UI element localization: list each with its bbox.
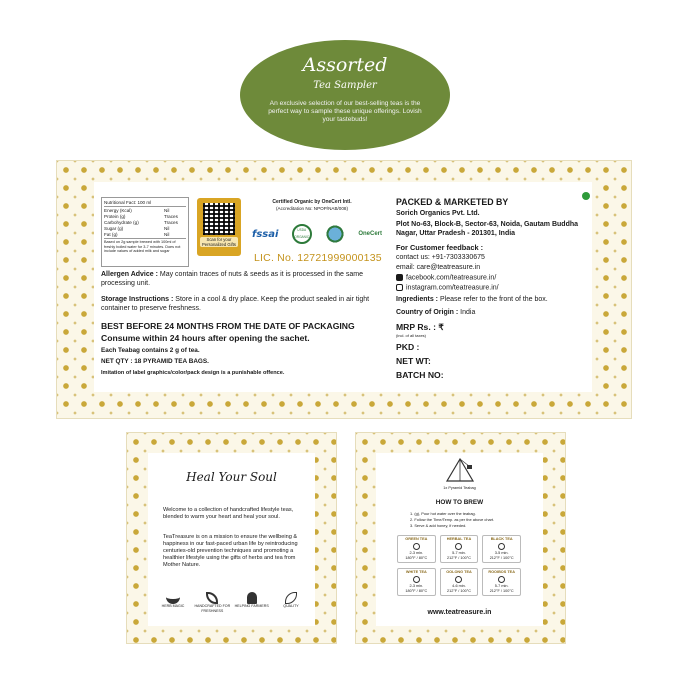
country-of-origin: [396, 309, 475, 316]
helping-farmers-feature: [233, 592, 271, 613]
tea-cell: [397, 568, 436, 596]
tea-temp: 212°F / 100°C: [489, 589, 514, 593]
badge-subtitle: Tea Sampler: [313, 80, 377, 91]
nutrition-value: Nil: [164, 232, 170, 237]
feedback-title: For Customer feedback :: [396, 243, 484, 252]
heal-intro: Welcome to a collection of handcrafted lifestyle teas, blended to warm your heart and heal your soul.: [163, 507, 294, 520]
qr-box[interactable]: [197, 198, 241, 256]
instagram-url: instagram.com/teatreasure.in/: [406, 284, 499, 292]
heal-mission: TeaTreasure is on a mission to ensure the wellbeing & happiness in our fast-paced urban life by reintroducing centuries-old prevention techniques and promoting a healthier lifestyle using the gifts of herbs and tea from Mother Nature.: [163, 534, 298, 568]
website-link[interactable]: www.teatreasure.in: [427, 609, 492, 616]
tea-time: 4-6 min.: [452, 584, 466, 588]
tea-cell: [482, 568, 521, 596]
farmer-icon: [247, 592, 257, 604]
veg-mark-icon: [582, 192, 590, 200]
allergen-label: Allergen Advice :: [101, 271, 158, 278]
nutrition-name: Fat (g): [104, 232, 118, 237]
contact-email[interactable]: email: care@teatreasure.in: [396, 264, 481, 271]
onecert-logo-icon: OneCert: [358, 231, 382, 237]
clock-icon: [413, 543, 420, 550]
allergen-advice: [101, 270, 383, 288]
instagram-icon: [396, 284, 403, 291]
india-organic-icon: [325, 224, 345, 244]
teabag-caption: 1x Pyramid Teabag: [443, 486, 476, 490]
tea-temp: 180°F / 80°C: [405, 589, 428, 593]
origin-text: India: [460, 309, 476, 316]
quality-feature: [272, 592, 310, 613]
allergen-text: May contain traces of nuts & seeds as it is processed in the same processing unit.: [101, 271, 363, 287]
storage-instructions: [101, 295, 383, 313]
packed-title: PACKED & MARKETED BY: [396, 197, 509, 207]
facebook-url: facebook.com/teatreasure.in/: [406, 274, 497, 282]
tea-time: 5-7 min.: [494, 584, 509, 588]
best-before: BEST BEFORE 24 MONTHS FROM THE DATE OF PACKAGING: [101, 321, 355, 331]
feature-label: HELPING FARMERS: [234, 604, 269, 608]
nutrition-name: Carbohydrate (g): [104, 220, 139, 225]
storage-text: Store in a cool & dry place. Keep the product sealed in air tight container to preserve freshness.: [101, 296, 370, 312]
teabag-contents: Each Teabag contains 2 g of tea.: [101, 347, 200, 354]
tea-name: GREEN TEA: [405, 537, 428, 541]
heal-icons-row: [154, 592, 310, 613]
leaf-hand-icon: [206, 592, 218, 604]
tea-temp: 212°F / 100°C: [447, 589, 471, 593]
certified-text: Certified Organic by OneCert Intl.: [272, 199, 352, 205]
tea-temp: 212°F / 100°C: [489, 556, 514, 560]
qr-caption: Scan for your Personalized Gifts: [200, 237, 238, 247]
imitation-note: Imitation of label graphics/color/pack design is a punishable offence.: [101, 370, 285, 376]
brew-step: 1. (g), Pour hot water over the teabag.: [410, 511, 476, 516]
clock-icon: [455, 543, 462, 550]
nutrition-name: Sugar (g): [104, 226, 124, 231]
company-address: Plot No-63, Block-B, Sector-63, Noida, Gautam Buddha Nagar, Uttar Pradesh - 201301, India: [396, 221, 579, 237]
tea-temp: 180°F / 80°C: [405, 556, 428, 560]
contact-phone[interactable]: contact us: +91-7303330675: [396, 254, 485, 261]
consume-within: Consume within 24 hours after opening the sachet.: [101, 333, 310, 343]
feature-label: HANDCRAFTED FOR FRESHNESS: [194, 604, 231, 613]
brew-step: 2. Follow the Time/Temp. as per the above chart.: [410, 517, 495, 522]
license-number: LIC. No. 12721999000135: [254, 252, 382, 264]
brew-title: HOW TO BREW: [435, 499, 484, 506]
clock-icon: [498, 576, 505, 583]
brew-step: 3. Serve & add honey, if needed.: [410, 523, 467, 528]
assorted-badge: [240, 40, 450, 150]
tea-name: ROOIBOS TEA: [488, 570, 515, 574]
tea-time: 5-7 min.: [452, 551, 466, 555]
tea-temp: 212°F / 100°C: [447, 556, 471, 560]
batch-number: BATCH NO:: [396, 370, 444, 380]
origin-label: Country of Origin :: [396, 309, 459, 316]
pkd: PKD :: [396, 342, 420, 352]
tea-name: OOLONG TEA: [446, 570, 472, 574]
facebook-icon: [396, 274, 403, 281]
net-quantity: NET QTY : 18 PYRAMID TEA BAGS.: [101, 358, 209, 365]
clock-icon: [498, 543, 505, 550]
badge-title: Assorted: [302, 54, 388, 76]
mrp: MRP Rs. : ₹: [396, 322, 444, 332]
tea-cell: [440, 535, 479, 563]
tea-time: 2-3 min.: [409, 551, 424, 555]
ingredients-label: Ingredients :: [396, 296, 439, 303]
quality-leaf-icon: [285, 592, 297, 604]
mrp-note: (incl. of all taxes): [396, 333, 427, 338]
nutrition-table: [101, 197, 189, 267]
tea-name: WHITE TEA: [405, 570, 427, 574]
accreditation-text: (Accreditation No: NPOP/NAB/008): [276, 206, 348, 211]
clock-icon: [413, 576, 420, 583]
nutrition-header: Nutritional Fact: 100 ml: [104, 200, 186, 207]
brew-chart: [397, 535, 521, 596]
fssai-logo-icon: fssai: [252, 228, 279, 240]
pyramid-teabag-icon: [445, 457, 475, 485]
net-weight: NET WT:: [396, 356, 431, 366]
nutrition-value: Traces: [164, 220, 178, 225]
storage-label: Storage Instructions :: [101, 296, 174, 303]
tea-name: BLACK TEA: [490, 537, 513, 541]
company-name: Sorich Organics Pvt. Ltd.: [396, 210, 480, 217]
nutrition-value: Nil: [164, 208, 170, 213]
tea-name: HERBAL TEA: [446, 537, 472, 541]
nutrition-name: Energy (Kcal): [104, 208, 132, 213]
nutrition-name: Protein (g): [104, 214, 126, 219]
heal-title: Heal Your Soul: [186, 470, 277, 484]
usda-organic-icon: USDA ORGANIC: [292, 224, 312, 244]
tea-time: 2-3 min.: [409, 584, 424, 588]
mortar-icon: [166, 592, 180, 604]
feature-label: QUALITY: [283, 604, 299, 608]
ingredients-text: Please refer to the front of the box.: [439, 296, 548, 303]
tea-cell: [440, 568, 479, 596]
certification-logos: [252, 222, 382, 246]
feature-label: HERB MAGIC: [161, 604, 185, 608]
clock-icon: [455, 576, 462, 583]
badge-description: An exclusive selection of our best-selling teas is the perfect way to sample these unique offerings. Lovish your tastebuds!: [268, 100, 422, 123]
tea-cell: [397, 535, 436, 563]
facebook-link[interactable]: [396, 274, 496, 281]
ingredients: [396, 296, 548, 303]
nutrition-note: Based on 2g sample brewed with 100ml of freshly boiled water for 3-7 minutes. Does not include values of added milk and sugar: [104, 240, 181, 253]
brew-steps: [410, 511, 520, 529]
instagram-link[interactable]: [396, 284, 499, 291]
nutrition-value: Nil: [164, 226, 170, 231]
tea-time: 3-5 min.: [494, 551, 509, 555]
herb-magic-feature: [154, 592, 192, 613]
nutrition-value: Traces: [164, 214, 178, 219]
tea-cell: [482, 535, 521, 563]
handcrafted-feature: [193, 592, 231, 613]
qr-code-icon: [203, 203, 235, 235]
